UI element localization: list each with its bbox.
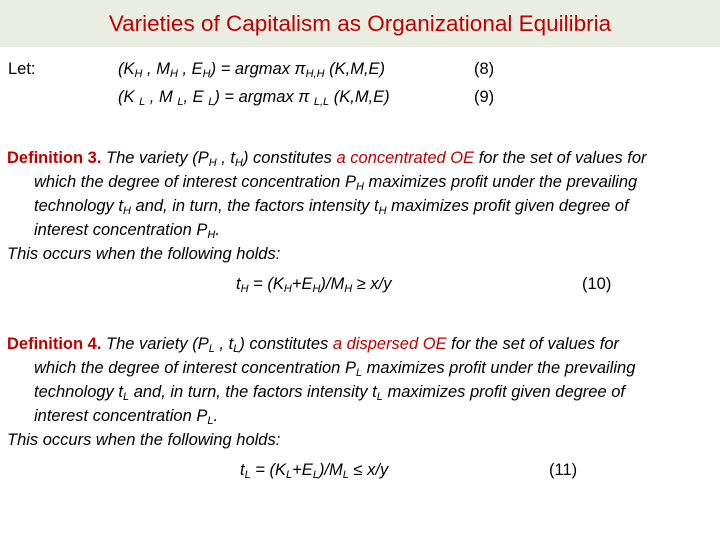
equation-9: (K $_L$ , M $_L$, E $_L$) = argmax π $_{L,L}$ (K,M,E) <box>118 88 390 108</box>
equation-9-number: (9) <box>474 88 495 106</box>
equation-10-number: (10) <box>582 275 612 293</box>
definition-3-label: Definition 3. <box>7 149 102 167</box>
let-label: Let: <box>8 60 36 78</box>
slide-title: Varieties of Capitalism as Organizational Equilibria <box>108 11 612 36</box>
equation-8-number: (8) <box>474 60 495 78</box>
definition-4-condition: $t_L = (K_L+E_L)/M_L \le x/y$ <box>240 461 389 481</box>
equation-8: ($K_H$ , $M_H$ , $E_H) = argmax$ $\pi_{H,H}$ (K,M,E) <box>118 60 386 80</box>
definition-3 <box>7 146 717 266</box>
equation-11-number: (11) <box>549 461 578 479</box>
definition-4-line-3: technology $t_L$ and, in turn, the factors intensity $t_L$ maximizes profit given degree of <box>34 383 625 403</box>
definition-3-condition: $t_H = (K_H+E_H)/M_H \ge x/y$ <box>236 275 392 295</box>
definition-4 <box>7 332 717 452</box>
definition-3-highlight: a concentrated OE <box>336 149 475 167</box>
definition-3-line-4: interest concentration $P_H$. <box>34 221 220 241</box>
definition-4-highlight: a dispersed OE <box>332 335 447 353</box>
definition-4-line-4: interest concentration $P_L$. <box>34 407 219 427</box>
definition-3-line-5: This occurs when the following holds: <box>7 245 281 263</box>
definition-4-line-5: This occurs when the following holds: <box>7 431 281 449</box>
definition-4-line-1: Definition 4. The variety ($P_L$ , $t_L$) constitutes a dispersed OE for the set of values for <box>7 335 620 355</box>
definition-3-line-3: technology $t_H$ and, in turn, the factors intensity $t_H$ maximizes profit given degree of <box>34 197 629 217</box>
definition-4-label: Definition 4. <box>7 335 102 353</box>
definition-3-line-2: which the degree of interest concentration $P_H$ maximizes profit under the prevailing <box>34 173 638 193</box>
definition-4-line-2: which the degree of interest concentration $P_L$ maximizes profit under the prevailing <box>34 359 636 379</box>
definition-3-line-1: Definition 3. The variety ($P_H$ , $t_H$) constitutes a concentrated OE for the set of values for <box>7 149 647 169</box>
